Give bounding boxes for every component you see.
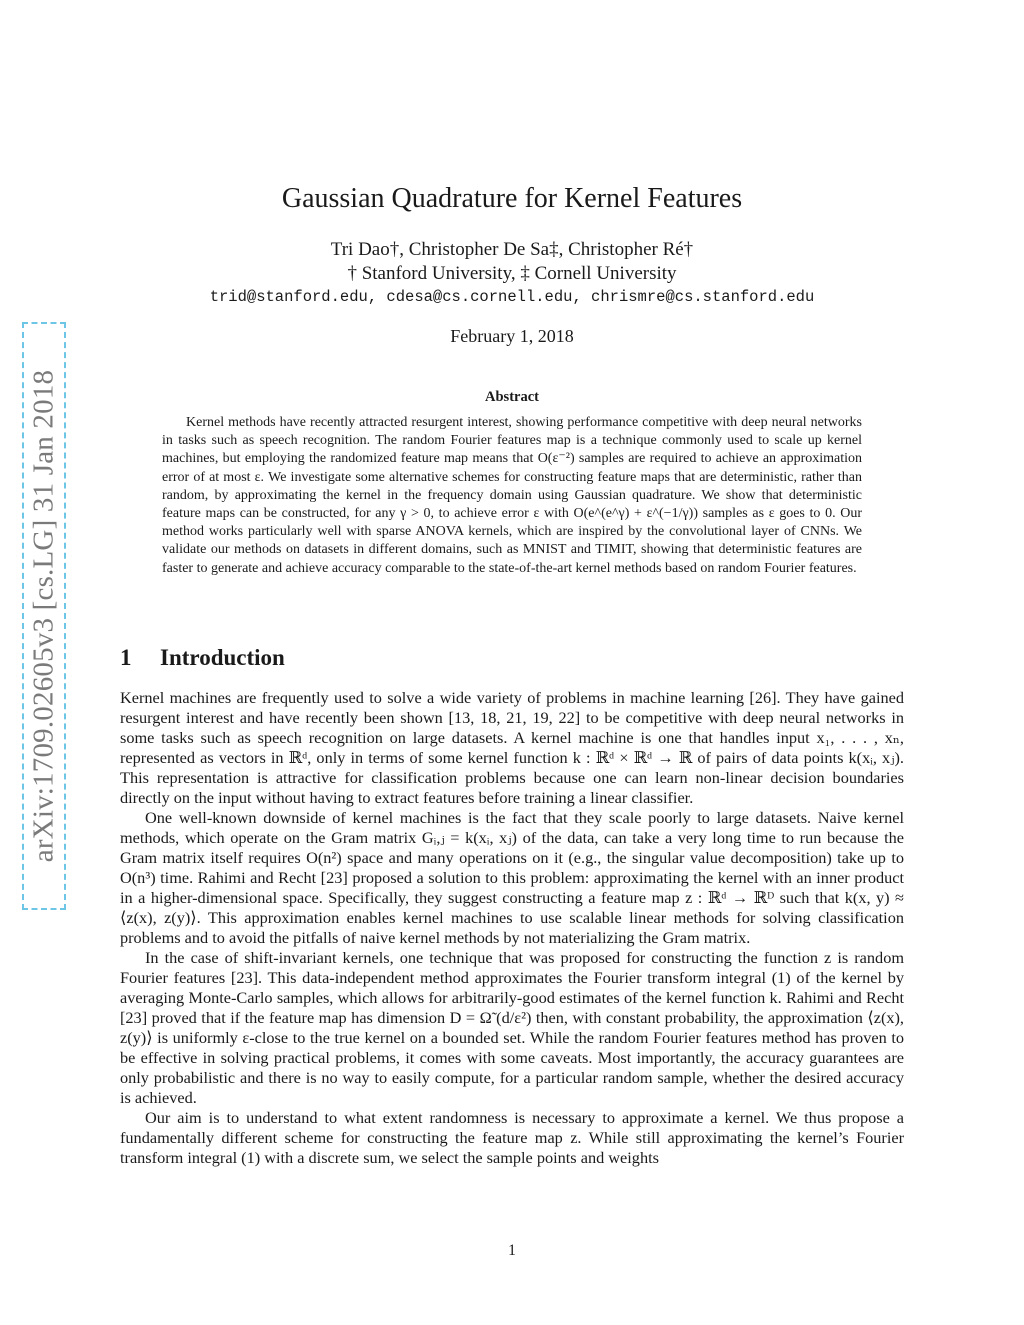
section-title: Introduction bbox=[160, 645, 285, 670]
arxiv-stamp-text: arXiv:1709.02605v3 [cs.LG] 31 Jan 2018 bbox=[27, 369, 60, 863]
paragraph-2: One well-known downside of kernel machines is the fact that they scale poorly to large datasets. Naive kernel methods, which operate on the Gram matrix Gᵢ,ⱼ = k(xᵢ, xⱼ) of the data, can take a very long time to run because the Gram matrix itself requires O(n²) space and many operations on it (e.g., the singular value decomposition) take up to O(n³) time. Rahimi and Recht [23] proposed a solution to this problem: approximating the kernel with an inner product in a higher-dimensional space. Specifically, they suggest constructing a feature map z : ℝᵈ → ℝᴰ such that k(x, y) ≈ ⟨z(x), z(y)⟩. This approximation enables kernel machines to use scalable linear methods for solving classification problems and to avoid the pitfalls of naive kernel methods by not materializing the Gram matrix. bbox=[120, 808, 904, 947]
section-number: 1 bbox=[120, 645, 132, 670]
affiliations: † Stanford University, ‡ Cornell University bbox=[347, 263, 677, 284]
paper-title: Gaussian Quadrature for Kernel Features bbox=[281, 183, 743, 214]
paragraph-3: In the case of shift-invariant kernels, one technique that was proposed for constructing the function z is random Fourier features [23]. This data-independent method approximates the Fourier transform integral (1) of the kernel by averaging Monte-Carlo samples, which allows for arbitrarily-good estimates of the kernel function k. Rahimi and Recht [23] proved that if the feature map has dimension D = Ω̃ (d/ε²) then, with constant probability, the approximation ⟨z(x), z(y)⟩ is uniformly ε-close to the true kernel on a bounded set. While the random Fourier features method has proven to be effective in solving practical problems, it comes with some caveats. Most importantly, the accuracy guarantees are only probabilistic and there is no way to easily compute, for a particular random sample, whether the desired accuracy is achieved. bbox=[120, 948, 904, 1107]
author-list: Tri Dao†, Christopher De Sa‡, Christopher Ré† bbox=[330, 239, 694, 260]
publication-date: February 1, 2018 bbox=[450, 326, 574, 346]
paragraph-1: Kernel machines are frequently used to solve a wide variety of problems in machine learning [26]. They have gained resurgent interest and have recently been shown [13, 18, 21, 19, 22] to be competitive with deep neural networks in some tasks such as speech recognition on large datasets. A kernel machine is one that handles input x₁, . . . , xₙ, represented as vectors in ℝᵈ, only in terms of some kernel function k : ℝᵈ × ℝᵈ → ℝ of pairs of data points k(xᵢ, xⱼ). This representation is attractive for classification problems because one can learn non-linear decision boundaries directly on the input without having to extract features before training a linear classifier. bbox=[120, 688, 904, 807]
arxiv-side-stamp bbox=[22, 322, 66, 910]
author-emails[interactable]: trid@stanford.edu, cdesa@cs.cornell.edu, chrismre@cs.stanford.edu bbox=[209, 288, 815, 306]
section-heading bbox=[120, 645, 285, 671]
abstract-heading: Abstract bbox=[485, 389, 539, 405]
section-body bbox=[120, 688, 904, 1168]
paragraph-4: Our aim is to understand to what extent randomness is necessary to approximate a kernel. We thus propose a fundamentally different scheme for constructing the feature map z. While still approximating the kernel’s Fourier transform integral (1) with a discrete sum, we select the sample points and weights bbox=[120, 1108, 904, 1167]
page-number: 1 bbox=[508, 1242, 516, 1259]
abstract-text: Kernel methods have recently attracted resurgent interest, showing performance competitive with deep neural networks in tasks such as speech recognition. The random Fourier features map is a technique commonly used to scale up kernel machines, but employing the randomized feature map means that O(ε⁻²) samples are required to achieve an approximation error of at most ε. We investigate some alternative schemes for constructing feature maps that are deterministic, rather than random, by approximating the kernel in the frequency domain using Gaussian quadrature. We show that deterministic feature maps can be constructed, for any γ > 0, to achieve error ε with O(e^(e^γ) + ε^(−1/γ)) samples as ε goes to 0. Our method works particularly well with sparse ANOVA kernels, which are inspired by the convolutional layer of CNNs. We validate our methods on datasets in different domains, such as MNIST and TIMIT, showing that deterministic features are faster to generate and achieve accuracy comparable to the state-of-the-art kernel methods based on random Fourier features. bbox=[162, 415, 862, 576]
